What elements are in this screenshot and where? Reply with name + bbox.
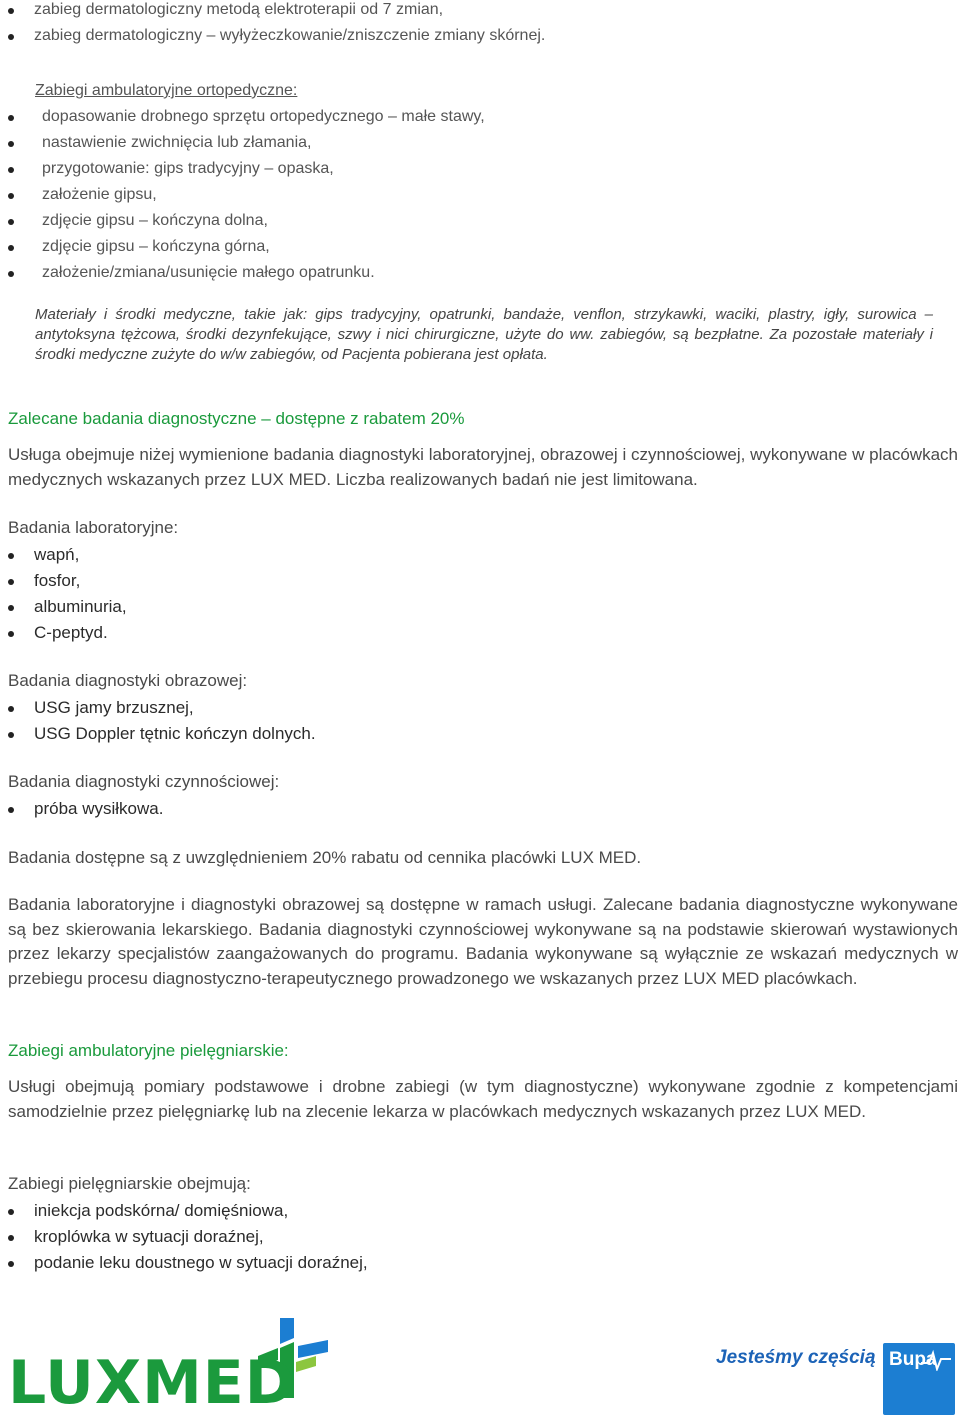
bupa-logo	[883, 1343, 955, 1415]
ortho-list	[0, 104, 950, 286]
diag-details: Badania laboratoryjne i diagnostyki obrazowej są dostępne w ramach usługi. Zalecane badania diagnostyczne wykonywane są bez skierowania lekarskiego. Badania diagnostyki czynnościowej wykonywane są na podstawie skierowań wystawionych przez lekarzy specjalistów zaangażowanych do programu. Badania wykonywane są wyłącznie ze wskazań medycznych w przebiegu procesu diagnostyczno-terapeutycznego prowadzonego we wskazanych przez LUX MED placówkach.	[8, 895, 958, 988]
list-item: USG Doppler tętnic kończyn dolnych.	[0, 721, 950, 747]
lab-heading: Badania laboratoryjne:	[8, 518, 179, 537]
slogan-text: Jesteśmy częścią	[716, 1347, 876, 1368]
list-item: nastawienie zwichnięcia lub złamania,	[0, 130, 950, 156]
nursing-list	[0, 1198, 950, 1276]
bupa-logo-text: Bupa	[889, 1349, 937, 1370]
luxmed-logo	[8, 1318, 338, 1418]
list-item: podanie leku doustnego w sytuacji doraźnej,	[0, 1250, 950, 1276]
diag-heading: Zalecane badania diagnostyczne – dostępne z rabatem 20%	[8, 409, 465, 428]
ortho-note: Materiały i środki medyczne, takie jak: gips tradycyjny, opatrunki, bandaże, venflon, strzykawki, waciki, plastry, igły, surowica – antytoksyna tężcowa, środki dezynfekujące, szwy i nici chirurgiczne, użyte do ww. zabiegów, są bezpłatne. Za pozostałe materiały i środki medyczne zużyte do w/w zabiegów, od Pacjenta pobierana jest opłata.	[35, 306, 933, 363]
list-item: iniekcja podskórna/ domięśniowa,	[0, 1198, 950, 1224]
nursing-heading: Zabiegi ambulatoryjne pielęgniarskie:	[8, 1041, 289, 1060]
list-item: kroplówka w sytuacji doraźnej,	[0, 1224, 950, 1250]
list-item: założenie gipsu,	[0, 182, 950, 208]
discount-note: Badania dostępne są z uwzględnieniem 20% rabatu od cennika placówki LUX MED.	[8, 848, 642, 867]
list-item: USG jamy brzusznej,	[0, 695, 950, 721]
functional-list	[0, 796, 950, 822]
luxmed-logo-text: LUXMED	[8, 1348, 296, 1418]
list-item: próba wysiłkowa.	[0, 796, 950, 822]
functional-heading: Badania diagnostyki czynnościowej:	[8, 772, 280, 791]
list-item: przygotowanie: gips tradycyjny – opaska,	[0, 156, 950, 182]
heartbeat-icon	[921, 1349, 951, 1371]
list-item: C-peptyd.	[0, 620, 950, 646]
imaging-heading: Badania diagnostyki obrazowej:	[8, 671, 248, 690]
nursing-intro: Usługi obejmują pomiary podstawowe i drobne zabiegi (w tym diagnostyczne) wykonywane zgodnie z kompetencjami samodzielnie przez pielęgniarkę lub na zlecenie lekarza w placówkach medycznych wskazanych przez LUX MED.	[8, 1077, 958, 1121]
nursing-sub-heading: Zabiegi pielęgniarskie obejmują:	[8, 1174, 251, 1193]
list-item: założenie/zmiana/usunięcie małego opatrunku.	[0, 260, 950, 286]
top-bullet-list	[0, 0, 950, 49]
diag-intro: Usługa obejmuje niżej wymienione badania diagnostyki laboratoryjnej, obrazowej i czynnościowej, wykonywane w placówkach medycznych wskazanych przez LUX MED. Liczba realizowanych badań nie jest limitowana.	[8, 445, 958, 489]
list-item: dopasowanie drobnego sprzętu ortopedycznego – małe stawy,	[0, 104, 950, 130]
list-item: zdjęcie gipsu – kończyna dolna,	[0, 208, 950, 234]
lab-list	[0, 542, 950, 646]
list-item: wapń,	[0, 542, 950, 568]
list-item: fosfor,	[0, 568, 950, 594]
list-item: zdjęcie gipsu – kończyna górna,	[0, 234, 950, 260]
list-item: zabieg dermatologiczny – wyłyżeczkowanie/zniszczenie zmiany skórnej.	[0, 23, 950, 49]
list-item: albuminuria,	[0, 594, 950, 620]
ortho-heading: Zabiegi ambulatoryjne ortopedyczne:	[35, 82, 298, 99]
list-item: zabieg dermatologiczny metodą elektroterapii od 7 zmian,	[0, 0, 950, 23]
imaging-list	[0, 695, 950, 747]
